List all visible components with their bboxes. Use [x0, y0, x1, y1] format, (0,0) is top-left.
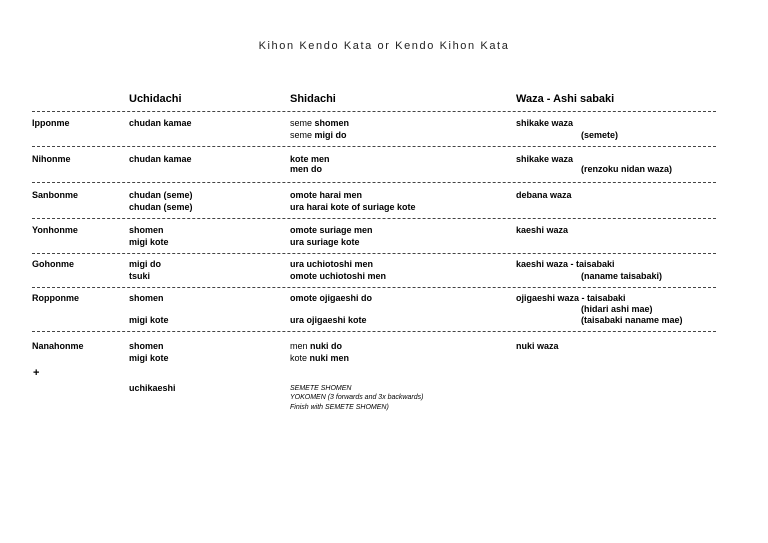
divider: [32, 182, 716, 183]
uchidachi-cell: tsuki: [129, 271, 151, 281]
row-name: Yonhonme: [32, 225, 78, 235]
header-waza: Waza - Ashi sabaki: [516, 93, 615, 105]
uchidachi-cell: shomen: [129, 293, 164, 303]
waza-note: (hidari ashi mae): [581, 304, 653, 314]
uchidachi-cell: migi kote: [129, 237, 169, 247]
waza-note: (taisabaki naname mae): [581, 315, 683, 325]
page-title: Kihon Kendo Kata or Kendo Kihon Kata: [258, 40, 510, 52]
shidachi-technique: omote ojigaeshi do: [290, 293, 373, 303]
uchidachi-cell: chudan kamae: [129, 154, 192, 164]
uchikaeshi-note: SEMETE SHOMEN: [290, 385, 352, 392]
shidachi-technique: migi do: [314, 130, 347, 140]
row-name: Nanahonme: [32, 341, 84, 351]
waza-cell: nuki waza: [516, 341, 559, 351]
waza-cell: shikake waza: [516, 154, 574, 164]
waza-cell: ojigaeshi waza - taisabaki: [516, 293, 626, 303]
shidachi-technique: ura suriage kote: [290, 237, 360, 247]
plus-sign: +: [33, 367, 40, 379]
uchidachi-cell: migi do: [129, 259, 161, 269]
row-name: Sanbonme: [32, 190, 79, 200]
uchikaeshi-label: uchikaeshi: [129, 383, 176, 393]
divider: [32, 111, 716, 112]
shidachi-technique: shomen: [314, 118, 350, 128]
uchidachi-cell: chudan kamae: [129, 118, 192, 128]
divider: [32, 331, 716, 332]
uchidachi-cell: migi kote: [129, 315, 169, 325]
shidachi-cell: [290, 341, 342, 352]
uchikaeshi-note: Finish with SEMETE SHOMEN): [290, 404, 389, 411]
waza-cell: debana waza: [516, 190, 572, 200]
divider: [32, 253, 716, 254]
uchidachi-cell: chudan (seme): [129, 202, 193, 212]
shidachi-cell: [290, 118, 349, 129]
shidachi-technique: ura ojigaeshi kote: [290, 315, 367, 325]
divider: [32, 287, 716, 288]
shidachi-technique: nuki do: [310, 341, 343, 351]
uchikaeshi-note: YOKOMEN (3 forwards and 3x backwards): [290, 394, 424, 401]
header-shidachi: Shidachi: [290, 93, 336, 105]
row-name: Ropponme: [32, 293, 79, 303]
shidachi-technique: omote suriage men: [290, 225, 373, 235]
shidachi-cell: [290, 130, 347, 141]
uchidachi-cell: migi kote: [129, 353, 169, 363]
divider: [32, 218, 716, 219]
shidachi-technique: omote harai men: [290, 190, 363, 200]
shidachi-technique: ura harai kote of suriage kote: [290, 202, 416, 212]
uchidachi-cell: shomen: [129, 225, 164, 235]
shidachi-prefix: kote: [290, 353, 310, 363]
row-name: Nihonme: [32, 154, 71, 164]
shidachi-technique: kote men: [290, 154, 330, 164]
uchidachi-cell: shomen: [129, 341, 164, 351]
shidachi-technique: ura uchiotoshi men: [290, 259, 374, 269]
shidachi-cell: [290, 353, 349, 364]
shidachi-prefix: seme: [290, 118, 315, 128]
header-uchidachi: Uchidachi: [129, 93, 182, 105]
waza-cell: kaeshi waza - taisabaki: [516, 259, 615, 269]
waza-cell: shikake waza: [516, 118, 574, 128]
divider: [32, 146, 716, 147]
row-name: Ipponme: [32, 118, 70, 128]
waza-cell: kaeshi waza: [516, 225, 569, 235]
waza-note: (renzoku nidan waza): [581, 164, 673, 174]
shidachi-technique: men do: [290, 164, 323, 174]
waza-note: (naname taisabaki): [581, 271, 663, 281]
shidachi-technique: nuki men: [309, 353, 350, 363]
uchidachi-cell: chudan (seme): [129, 190, 193, 200]
waza-note: (semete): [581, 130, 619, 140]
row-name: Gohonme: [32, 259, 74, 269]
shidachi-prefix: men: [290, 341, 311, 351]
shidachi-technique: omote uchiotoshi men: [290, 271, 387, 281]
shidachi-prefix: seme: [290, 130, 315, 140]
